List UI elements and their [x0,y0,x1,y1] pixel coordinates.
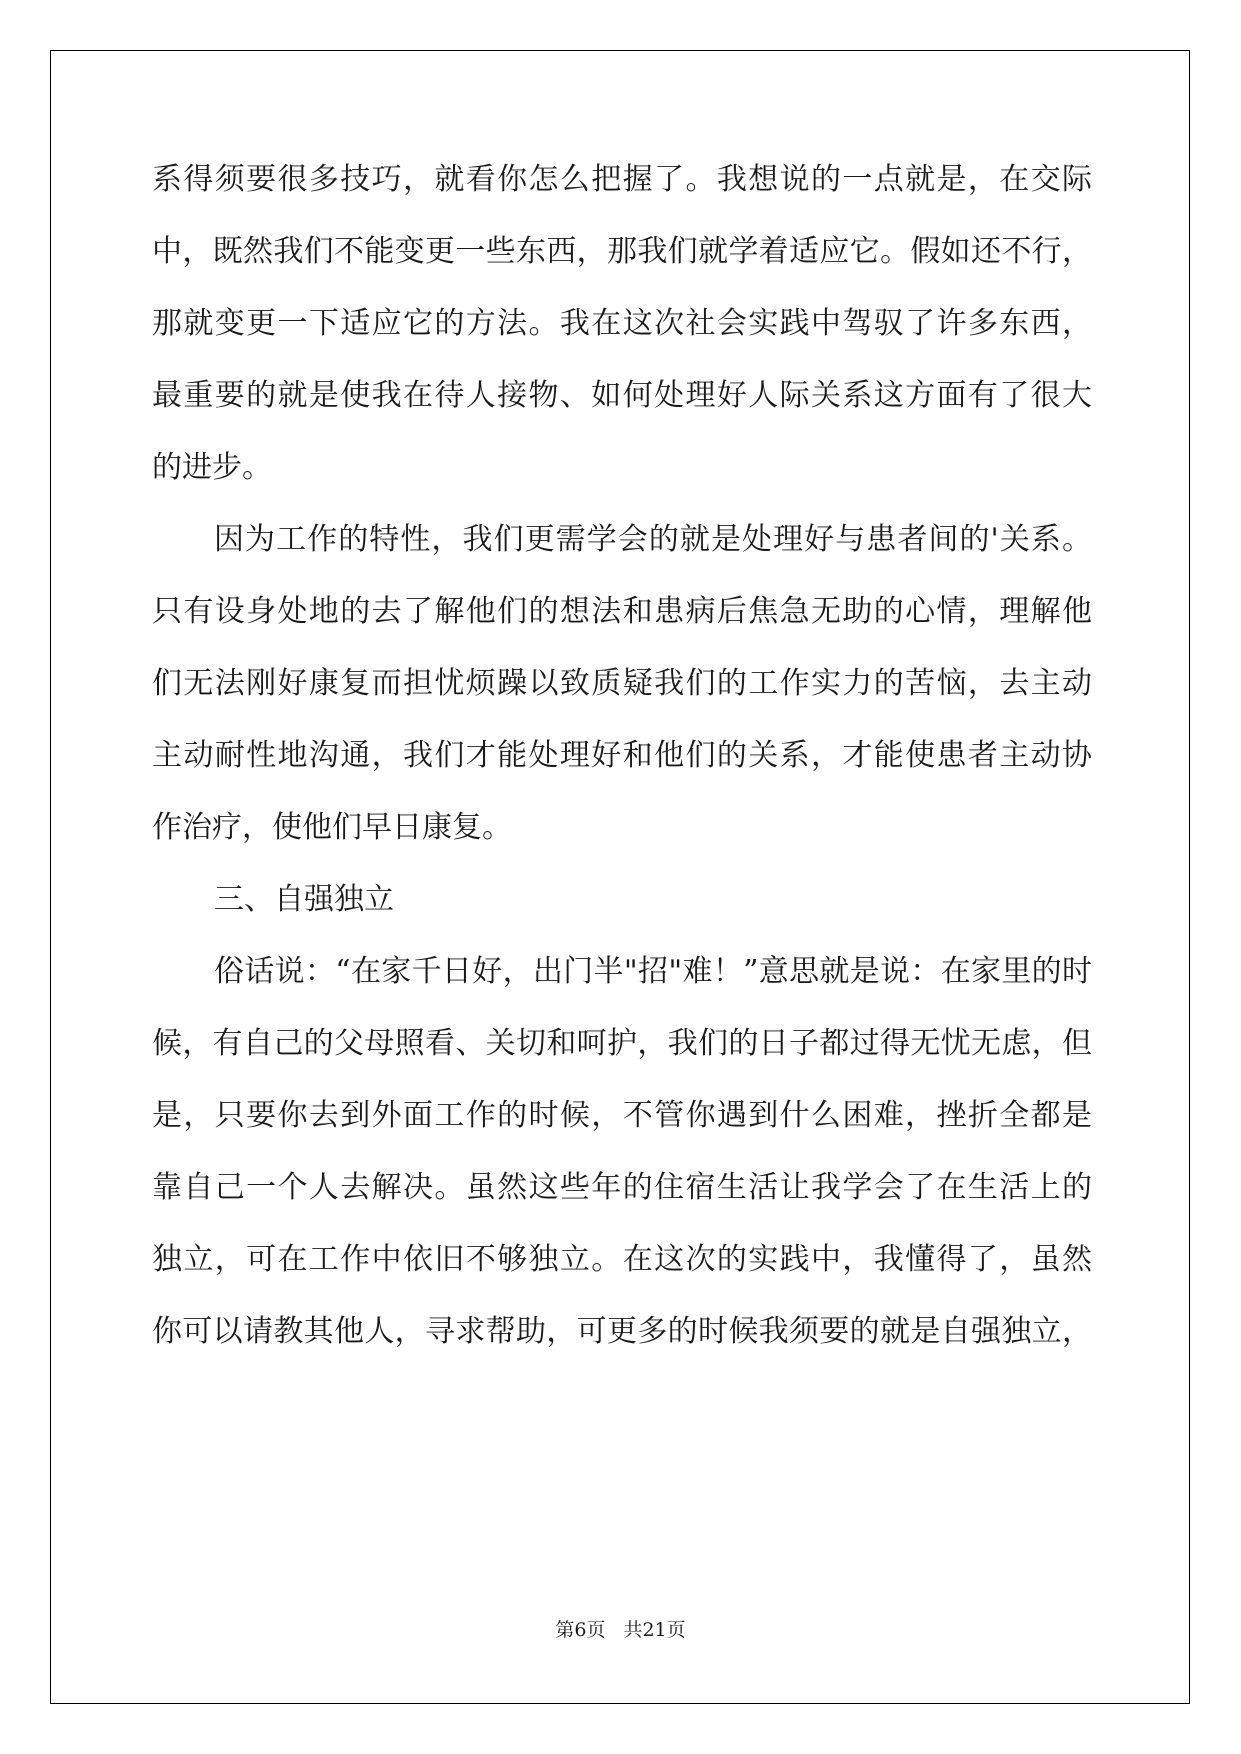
paragraph-first-line: 因为工作的特性，我们更需学会的就是处理好与患者间的'关系。 [214,522,1092,557]
text-line: 作治疗，使他们早日康复。 [152,810,512,845]
text-line: 你可以请教其他人，寻求帮助，可更多的时候我须要的就是自强独立， [152,1314,1092,1349]
text-line: 靠自己一个人去解决。虽然这些年的住宿生活让我学会了在生活上的 [152,1170,1092,1205]
text-line: 系得须要很多技巧，就看你怎么把握了。我想说的一点就是，在交际 [152,162,1092,197]
text-line: 是，只要你去到外面工作的时候，不管你遇到什么困难，挫折全都是 [152,1098,1092,1133]
page-footer [0,1618,1241,1642]
page-border [50,50,1190,1704]
page-total: 共21页 [623,1619,686,1641]
text-line: 独立，可在工作中依旧不够独立。在这次的实践中，我懂得了，虽然 [152,1242,1092,1277]
page-number: 第6页 [555,1619,606,1641]
text-line: 候，有自己的父母照看、关切和呵护，我们的日子都过得无忧无虑，但 [152,1026,1092,1061]
text-line: 中，既然我们不能变更一些东西，那我们就学着适应它。假如还不行， [152,234,1092,269]
text-line: 们无法刚好康复而担忧烦躁以致质疑我们的工作实力的苦恼，去主动 [152,666,1092,701]
text-line: 主动耐性地沟通，我们才能处理好和他们的关系，才能使患者主动协 [152,738,1092,773]
section-heading: 三、自强独立 [214,882,394,917]
paragraph-first-line: 俗话说：“在家千日好，出门半"招"难！”意思就是说：在家里的时 [214,954,1092,989]
text-line: 那就变更一下适应它的方法。我在这次社会实践中驾驭了许多东西， [152,306,1092,341]
text-line: 的进步。 [152,450,272,485]
text-line: 只有设身处地的去了解他们的想法和患病后焦急无助的心情，理解他 [152,594,1092,629]
text-line: 最重要的就是使我在待人接物、如何处理好人际关系这方面有了很大 [152,378,1092,413]
